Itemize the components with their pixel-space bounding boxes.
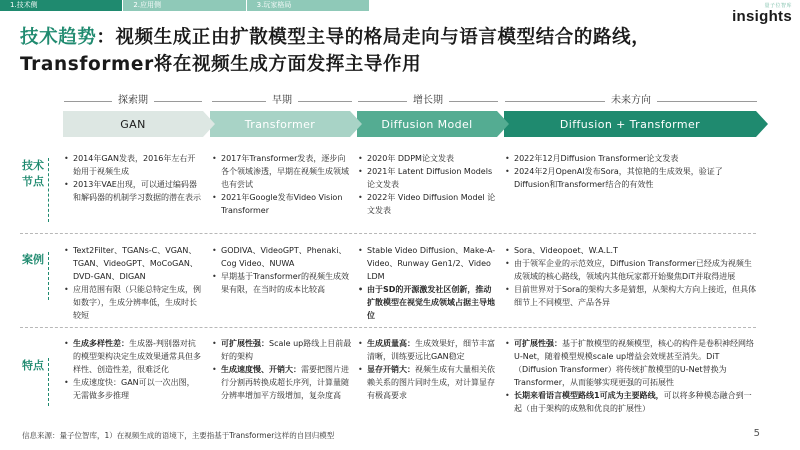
- stage-growth: 增长期: [358, 92, 498, 112]
- list-item: • 2020年 DDPM论文发表: [358, 152, 498, 165]
- cell-feat-diffusion: [358, 337, 498, 402]
- tab-application[interactable]: 2.应用侧: [123, 0, 246, 11]
- stage-future: 未来方向: [505, 92, 757, 112]
- cell-feat-transformer: [212, 337, 352, 402]
- row-label-tech-nodes: 技术节点: [22, 158, 44, 222]
- title-rest: ：视频生成正由扩散模型主导的格局走向与语言模型结合的路线，Transformer将在视频生成方面发挥主导作用: [20, 27, 651, 75]
- list-item: • Stable Video Diffusion、Make-A-Video、Runway Gen1/2、Video LDM: [358, 244, 498, 283]
- cell-feat-gan: [64, 337, 202, 402]
- stage-early: 早期: [212, 92, 352, 112]
- era-diffusion-transformer: Diffusion + Transformer: [504, 111, 756, 137]
- tab-tech[interactable]: 1.技术侧: [0, 0, 123, 11]
- stage-explore: 探索期: [64, 92, 202, 112]
- list-item: • 2024年2月OpenAI发布Sora，其惊艳的生成效果，验证了Diffusion和Transformer结合的有效性: [505, 165, 757, 191]
- cell-node-transformer: [212, 152, 352, 217]
- cell-node-diffusion: [358, 152, 498, 217]
- divider: [20, 327, 756, 328]
- list-item: • 2014年GAN发表，2016年左右开始用于视频生成: [64, 152, 202, 178]
- list-item: • 可扩展性强：Scale up路线上目前最好的架构: [212, 337, 352, 363]
- footnote: 信息来源：量子位智库，1）在视频生成的语境下，主要指基于Transformer这样的自回归模型: [22, 431, 335, 440]
- list-item: • 由于领军企业的示范效应，Diffusion Transformer已经成为视频生成领域的核心路线，领域内其他玩家都开始聚焦DiT并取得进展: [505, 257, 757, 283]
- title-accent: 技术趋势: [20, 27, 97, 48]
- list-item: • 2013年VAE出现，可以通过编码器和解码器的机制学习数据的潜在表示: [64, 178, 202, 204]
- list-item: • 显存开销大：视频生成有大量相关依赖关系的图片同时生成，对计算显存有极高要求: [358, 363, 498, 402]
- cell-node-gan: [64, 152, 202, 204]
- divider: [20, 233, 756, 234]
- cell-case-future: [505, 244, 757, 309]
- row-label-features: 特点: [22, 358, 44, 406]
- page-number: 5: [753, 428, 760, 439]
- list-item: • 2022年 Video Diffusion Model 论文发表: [358, 191, 498, 217]
- list-item: • 生成速度快：GAN可以一次出图，无需做多步推理: [64, 376, 202, 402]
- logo-subtext: 量子位智库: [764, 3, 792, 9]
- list-item: • 2022年12月Diffusion Transformer论文发表: [505, 152, 757, 165]
- logo-text: insights: [732, 8, 792, 25]
- cell-case-gan: [64, 244, 202, 322]
- page-title: [20, 24, 760, 78]
- cell-node-future: [505, 152, 757, 191]
- list-item: • 应用范围有限（只能总特定生成，例如数字），生成分辨率低，生成时长较短: [64, 283, 202, 322]
- stage-row: [0, 92, 800, 112]
- list-item: • 2021年 Latent Diffusion Models论文发表: [358, 165, 498, 191]
- list-item: • Text2Filter、TGANs-C、VGAN、TGAN、VideoGPT、MoCoGAN、DVD-GAN、DIGAN: [64, 244, 202, 283]
- list-item: • Sora、Videopoet、W.A.L.T: [505, 244, 757, 257]
- cell-case-transformer: [212, 244, 352, 296]
- list-item: • 由于SD的开源激发社区创新，推动扩散模型在视觉生成领域占据主导地位: [358, 283, 498, 322]
- logo: [732, 2, 792, 24]
- list-item: • 可扩展性强：基于扩散模型的视频模型，核心的构件是卷积神经网络U-Net，随着模型规模scale up增益会效规甚至消失。DiT（Diffusion Transformer）将传统扩散模型的U-Net替换为Transformer，从而能够实现更强的可拓展性: [505, 337, 757, 389]
- cell-case-diffusion: [358, 244, 498, 322]
- list-item: • 2021年Google发布Video Vision Transformer: [212, 191, 352, 217]
- cell-feat-future: [505, 337, 757, 415]
- list-item: • 生成质量高：生成效果好，细节丰富清晰，训练要远比GAN稳定: [358, 337, 498, 363]
- era-diffusion: Diffusion Model: [357, 111, 497, 137]
- era-gan: GAN: [63, 111, 203, 137]
- list-item: • 早期基于Transformer的视频生成效果有限，在当时的成本比较高: [212, 270, 352, 296]
- list-item: • 目前世界对于Sora的架构大多是猜想，从架构大方向上接近，但具体细节上不同模型、产品各异: [505, 283, 757, 309]
- list-item: • 2017年Transformer发表，逐步向各个领域渗透，早期在视频生成领域也有尝试: [212, 152, 352, 191]
- tab-players[interactable]: 3.玩家格局: [247, 0, 370, 11]
- row-label-cases: 案例: [22, 252, 44, 300]
- list-item: • GODIVA、VideoGPT、Phenaki、Cog Video、NUWA: [212, 244, 352, 270]
- list-item: • 生成速度慢、开销大：需要把图片进行分割再转换成超长序列，计算量随分辨率增加平方级增加，复杂度高: [212, 363, 352, 402]
- era-transformer: Transformer: [210, 111, 350, 137]
- list-item: • 长期来看语言模型路线1可成为主要路线，可以将多种模态融合到一起（由于架构的成熟和优良的扩展性）: [505, 389, 757, 415]
- section-tabs: [0, 0, 370, 11]
- list-item: • 生成多样性差：生成器-判别器对抗的模型架构决定生成效果通常具但多样性、创造性差，很难泛化: [64, 337, 202, 376]
